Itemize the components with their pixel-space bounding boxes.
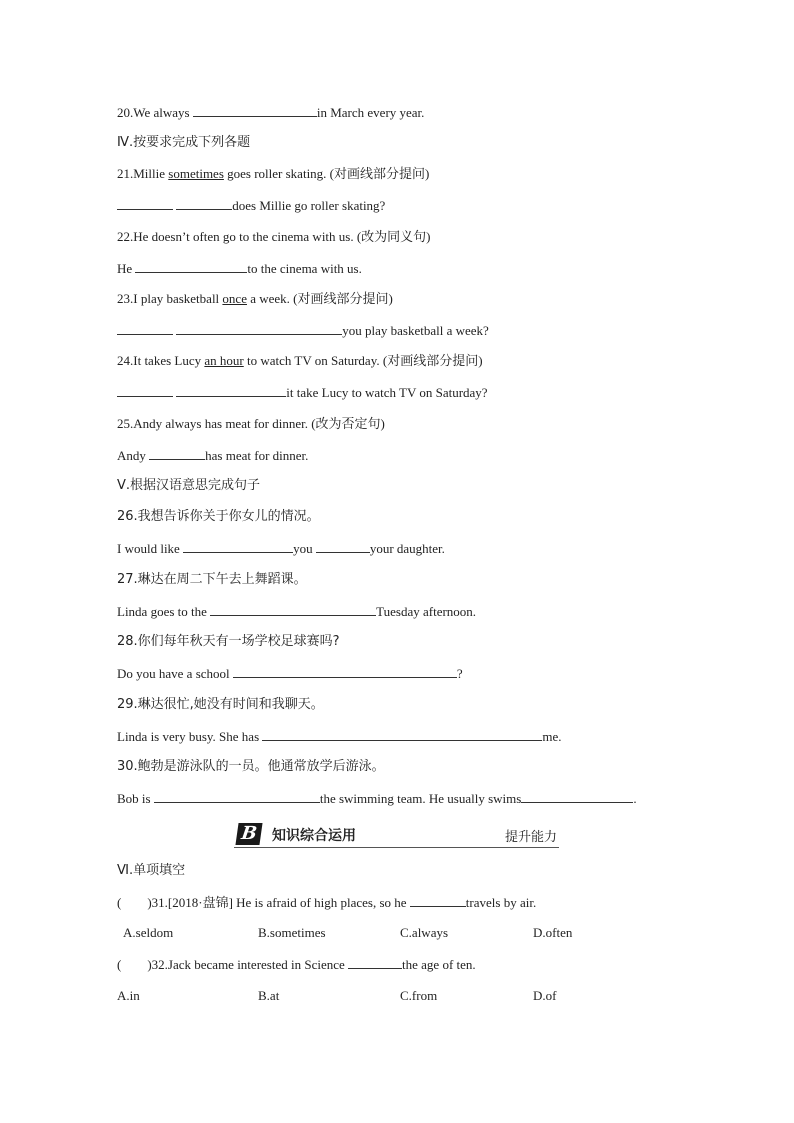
answer-blank[interactable]	[210, 603, 376, 616]
question-23: 23.I play basketball once a week. (对画线部分提问)	[117, 291, 393, 306]
option-a[interactable]: A.seldom	[123, 925, 174, 940]
section-banner	[234, 822, 559, 848]
banner-title: 知识综合运用	[272, 828, 356, 844]
answer-blank[interactable]	[154, 790, 320, 803]
question-30: 30.鲍勃是游泳队的一员。他通常放学后游泳。	[117, 759, 385, 774]
answer-blank[interactable]	[193, 104, 317, 117]
answer-blank[interactable]	[176, 384, 286, 397]
answer-blank[interactable]	[410, 894, 466, 907]
option-a[interactable]: A.in	[117, 988, 140, 1003]
option-c[interactable]: C.from	[400, 988, 438, 1003]
section-heading-4: Ⅳ.按要求完成下列各题	[117, 135, 251, 150]
underlined-word: sometimes	[168, 166, 224, 181]
answer-line-30: Bob is the swimming team. He usually swims .	[117, 791, 637, 806]
section-heading-6: Ⅵ.单项填空	[117, 863, 186, 878]
answer-blank[interactable]	[262, 728, 542, 741]
answer-blank[interactable]	[176, 322, 342, 335]
answer-blank[interactable]	[176, 197, 232, 210]
question-25: 25.Andy always has meat for dinner. (改为否定句)	[117, 416, 385, 431]
answer-line-29: Linda is very busy. She has me.	[117, 729, 562, 744]
option-b[interactable]: B.at	[258, 988, 280, 1003]
section-heading-5: Ⅴ.根据汉语意思完成句子	[117, 478, 261, 493]
underlined-word: once	[222, 291, 247, 306]
answer-blank[interactable]	[135, 260, 247, 273]
question-26: 26.我想告诉你关于你女儿的情况。	[117, 509, 320, 524]
answer-blank[interactable]	[348, 956, 402, 969]
question-31: ( )31.[2018·盘锦] He is afraid of high places, so he travels by air.	[117, 895, 537, 910]
question-29: 29.琳达很忙,她没有时间和我聊天。	[117, 697, 324, 712]
answer-blank[interactable]	[316, 540, 370, 553]
question-27: 27.琳达在周二下午去上舞蹈课。	[117, 572, 307, 587]
underlined-word: an hour	[204, 353, 244, 368]
question-28: 28.你们每年秋天有一场学校足球赛吗?	[117, 634, 340, 649]
answer-line-28: Do you have a school ?	[117, 666, 463, 681]
b-badge-icon: B	[235, 823, 262, 845]
option-d[interactable]: D.often	[533, 925, 573, 940]
option-c[interactable]: C.always	[400, 925, 449, 940]
answer-blank[interactable]	[117, 197, 173, 210]
option-d[interactable]: D.of	[533, 988, 557, 1003]
question-22: 22.He doesn’t often go to the cinema with us. (改为同义句)	[117, 229, 431, 244]
question-20: 20.We always in March every year.	[117, 105, 425, 120]
answer-blank[interactable]	[233, 665, 457, 678]
answer-line-24: it take Lucy to watch TV on Saturday?	[117, 384, 488, 401]
option-b[interactable]: B.sometimes	[258, 925, 326, 940]
question-24: 24.It takes Lucy an hour to watch TV on Saturday. (对画线部分提问)	[117, 353, 483, 368]
answer-blank[interactable]	[117, 384, 173, 397]
answer-line-25: Andy has meat for dinner.	[117, 448, 309, 463]
question-21: 21.Millie sometimes goes roller skating. (对画线部分提问)	[117, 166, 430, 181]
answer-line-22: He to the cinema with us.	[117, 261, 362, 276]
answer-line-26: I would like you your daughter.	[117, 541, 445, 556]
answer-line-23: you play basketball a week?	[117, 322, 489, 339]
answer-line-27: Linda goes to the Tuesday afternoon.	[117, 604, 477, 619]
answer-blank[interactable]	[117, 322, 173, 335]
answer-blank[interactable]	[521, 790, 633, 803]
banner-subtitle: 提升能力	[504, 830, 557, 845]
question-32: ( )32.Jack became interested in Science the age of ten.	[117, 957, 476, 972]
answer-blank[interactable]	[183, 540, 293, 553]
answer-blank[interactable]	[149, 447, 205, 460]
answer-line-21: does Millie go roller skating?	[117, 197, 385, 214]
banner-divider	[234, 847, 559, 848]
